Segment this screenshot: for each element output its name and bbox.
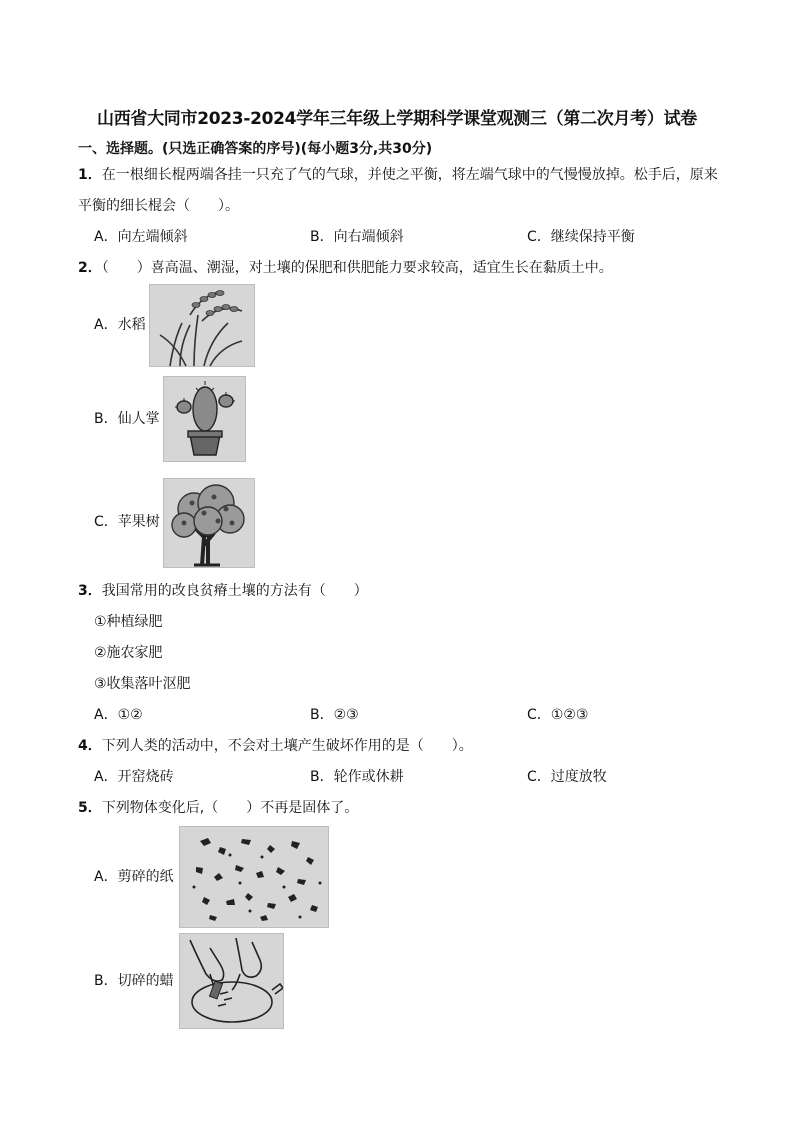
question-text: 下列物体变化后,（ ）不再是固体了。: [101, 800, 359, 816]
question-number: 1．: [78, 167, 102, 183]
q4-option-b[interactable]: B．轮作或休耕: [310, 769, 404, 785]
q5-option-b[interactable]: B．切碎的蜡: [94, 973, 174, 989]
question-4: [78, 736, 473, 756]
q3-option-c[interactable]: C．①②③: [527, 707, 589, 723]
q5-option-a[interactable]: A．剪碎的纸: [94, 869, 174, 885]
question-number: 3．: [78, 583, 102, 599]
question-1-line-2: 平衡的细长棍会（ ）。: [78, 198, 239, 214]
q3-option-b[interactable]: B．②③: [310, 707, 359, 723]
question-text: 下列人类的活动中，不会对土壤产生破坏作用的是（ ）。: [101, 738, 473, 754]
q4-option-a[interactable]: A．开窑烧砖: [94, 769, 174, 785]
q3-option-a[interactable]: A．①②: [94, 707, 143, 723]
section-heading: 一、选择题。(只选正确答案的序号)(每小题3分,共30分): [78, 141, 433, 157]
question-1: [78, 165, 718, 185]
q4-option-c[interactable]: C．过度放牧: [527, 769, 607, 785]
question-text: （ ）喜高温、潮湿，对土壤的保肥和供肥能力要求较高，适宜生长在黏质土中。: [101, 260, 613, 276]
q1-option-b[interactable]: B．向右端倾斜: [310, 229, 404, 245]
question-5: [78, 798, 358, 818]
question-text: 在一根细长棍两端各挂一只充了气的气球，并使之平衡，将左端气球中的气慢慢放掉。松手后，原来: [101, 167, 718, 183]
question-2: [78, 258, 613, 278]
question-number: 2．: [78, 260, 102, 276]
question-text: 我国常用的改良贫瘠土壤的方法有（ ）: [101, 583, 368, 599]
question-number: 5．: [78, 800, 102, 816]
q2-option-c[interactable]: C．苹果树: [94, 514, 160, 530]
q3-item-1: ①种植绿肥: [94, 614, 163, 630]
q2-option-b[interactable]: B．仙人掌: [94, 411, 160, 427]
rice-plant-image: [149, 284, 255, 367]
cutting-wax-image: [179, 933, 284, 1029]
q2-option-a[interactable]: A．水稻: [94, 317, 146, 333]
cactus-image: [163, 376, 246, 462]
q3-item-3: ③收集落叶沤肥: [94, 676, 191, 692]
question-3: [78, 581, 368, 601]
q1-option-c[interactable]: C．继续保持平衡: [527, 229, 635, 245]
question-number: 4．: [78, 738, 102, 754]
apple-tree-image: [163, 478, 255, 568]
q1-option-a[interactable]: A．向左端倾斜: [94, 229, 188, 245]
q3-item-2: ②施农家肥: [94, 645, 163, 661]
shredded-paper-image: [179, 826, 329, 928]
exam-title: 山西省大同市2023-2024学年三年级上学期科学课堂观测三（第二次月考）试卷: [97, 109, 697, 129]
